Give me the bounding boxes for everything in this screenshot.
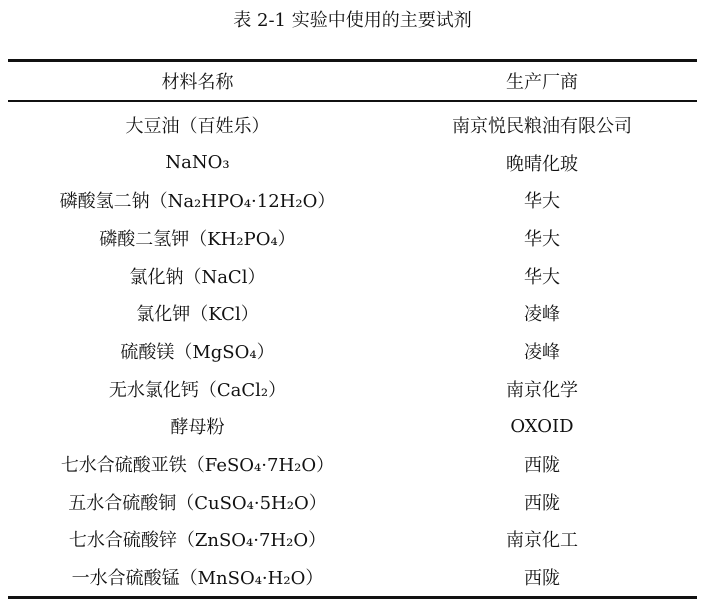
cell-material-name: 七水合硫酸锌（ZnSO₄·7H₂O）: [68, 530, 327, 552]
cell-material-name: 七水合硫酸亚铁（FeSO₄·7H₂O）: [60, 455, 335, 477]
table-row: [8, 483, 697, 521]
table-row: [8, 144, 697, 182]
cell-material-name: 一水合硫酸锰（MnSO₄·H₂O）: [71, 568, 324, 590]
table-row: [8, 408, 697, 446]
table-row: [8, 294, 697, 332]
cell-manufacturer: 南京化工: [505, 530, 578, 552]
table-row: [8, 181, 697, 219]
table-row: [8, 219, 697, 257]
cell-material-name: 大豆油（百姓乐）: [125, 115, 270, 137]
cell-manufacturer: 西陇: [523, 492, 560, 514]
header-material-name: 材料名称: [161, 72, 234, 93]
cell-manufacturer: OXOID: [510, 415, 574, 437]
cell-material-name: 磷酸氢二钠（Na₂HPO₄·12H₂O）: [59, 191, 336, 213]
cell-manufacturer: 西陇: [523, 455, 560, 477]
table-header: [8, 61, 697, 102]
cell-material-name: 酵母粉: [170, 417, 225, 439]
cell-material-name: 氯化钠（NaCl）: [129, 266, 266, 288]
table-row: [8, 445, 697, 483]
cell-manufacturer: 晚晴化玻: [505, 153, 578, 175]
table-row: [8, 370, 697, 408]
cell-manufacturer: 凌峰: [523, 341, 560, 363]
table-row: [8, 558, 697, 597]
cell-material-name: 磷酸二氢钾（KH₂PO₄）: [99, 228, 296, 250]
cell-material-name: NaNO₃: [165, 152, 230, 174]
table-row: [8, 257, 697, 295]
cell-manufacturer: 南京化学: [505, 379, 578, 401]
header-manufacturer: 生产厂商: [505, 72, 578, 93]
table-body: [8, 101, 697, 597]
table-row: [8, 521, 697, 559]
cell-material-name: 五水合硫酸铜（CuSO₄·5H₂O）: [68, 492, 327, 514]
reagents-table: [8, 59, 697, 599]
table-caption: 表 2-1 实验中使用的主要试剂: [233, 10, 472, 31]
header-row: [8, 61, 697, 102]
table-row: [8, 332, 697, 370]
cell-manufacturer: 西陇: [523, 568, 560, 590]
cell-material-name: 硫酸镁（MgSO₄）: [120, 341, 275, 363]
cell-manufacturer: 华大: [523, 191, 560, 213]
reagents-table-container: [8, 59, 697, 599]
cell-manufacturer: 华大: [523, 228, 560, 250]
cell-manufacturer: 南京悦民粮油有限公司: [451, 115, 632, 137]
cell-material-name: 无水氯化钙（CaCl₂）: [108, 379, 287, 401]
cell-manufacturer: 凌峰: [523, 304, 560, 326]
cell-manufacturer: 华大: [523, 266, 560, 288]
table-row: [8, 101, 697, 144]
cell-material-name: 氯化钾（KCl）: [136, 304, 259, 326]
